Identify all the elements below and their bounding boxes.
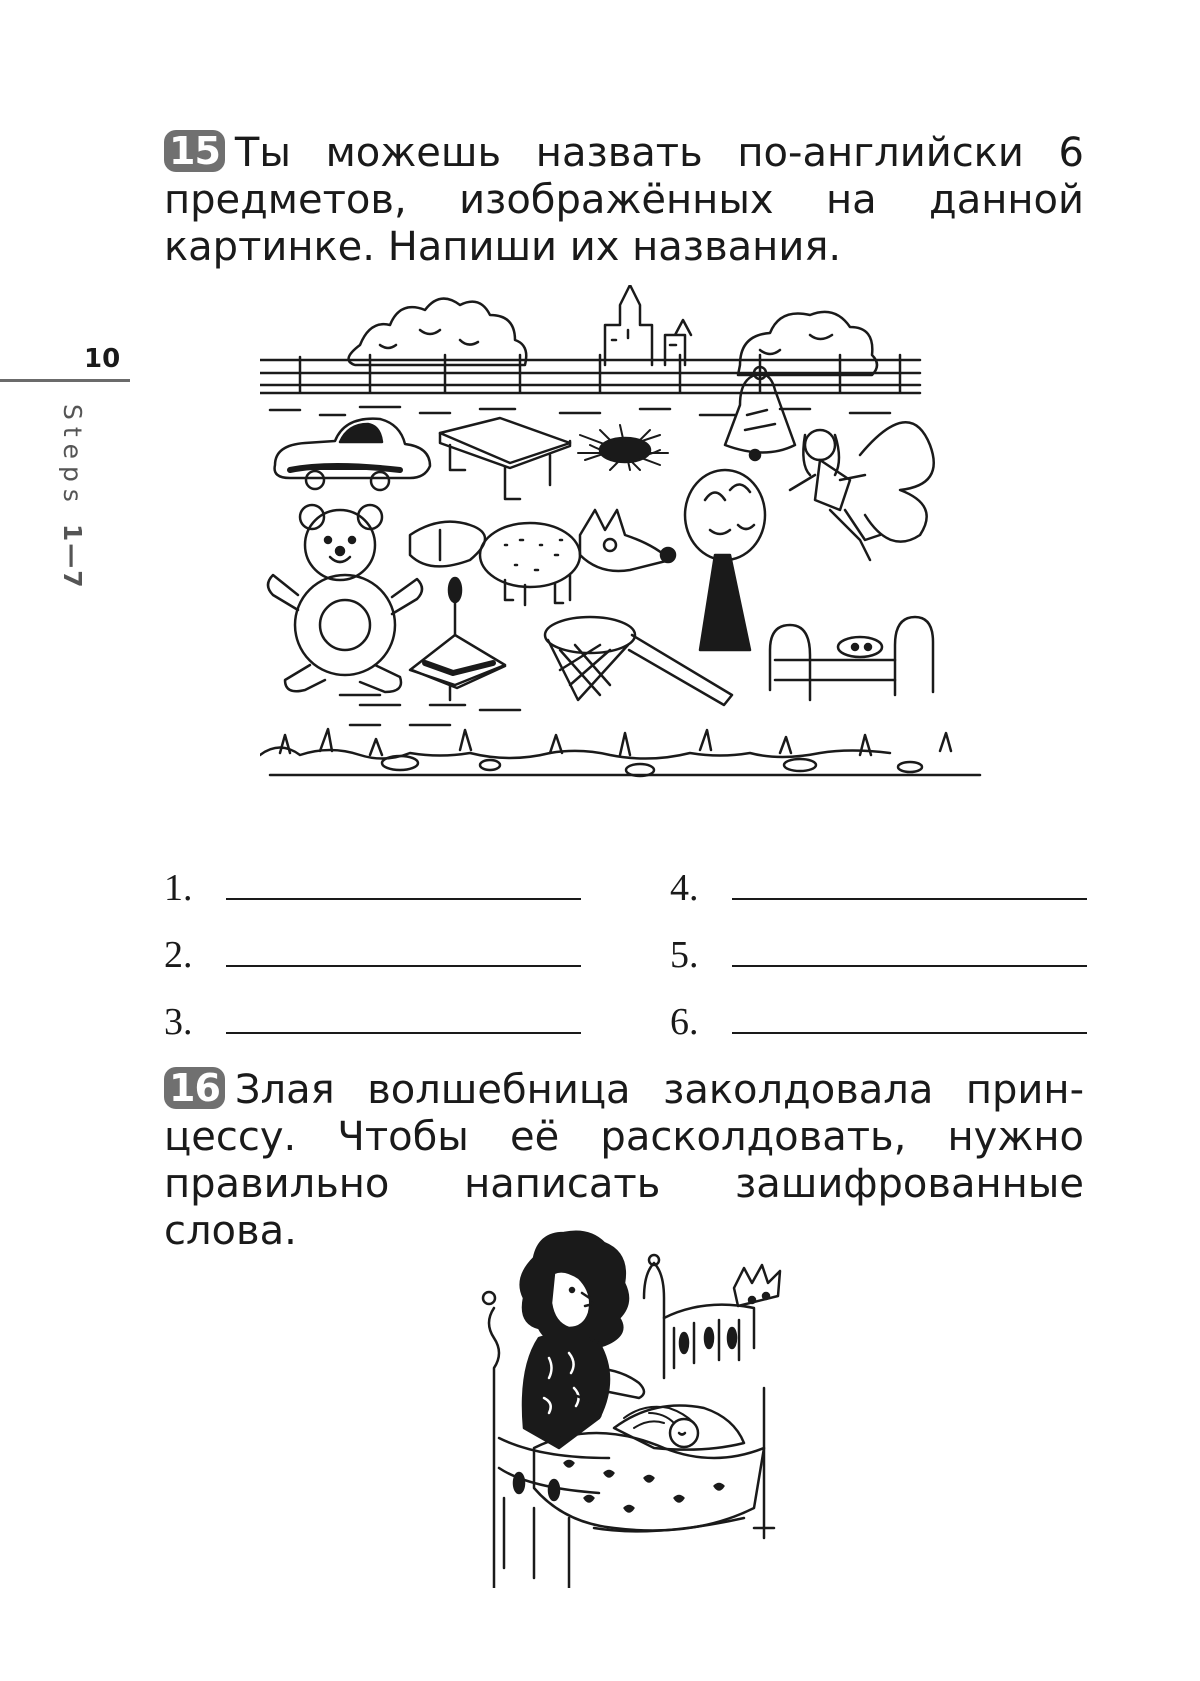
answer-number: 6.	[670, 1001, 699, 1043]
section-word: Steps	[58, 404, 87, 509]
exercise-16	[164, 1067, 1084, 1255]
answer-line-item[interactable]	[164, 994, 581, 1044]
section-label	[58, 404, 87, 590]
answer-blank[interactable]	[226, 1032, 581, 1034]
answer-blank[interactable]	[226, 898, 581, 900]
exercise-number-badge: 15	[164, 130, 225, 172]
answer-blank[interactable]	[732, 898, 1087, 900]
exercise-15	[164, 130, 1084, 271]
section-range: 1—7	[58, 523, 87, 590]
answer-number: 2.	[164, 934, 193, 976]
answer-line-item[interactable]	[670, 994, 1087, 1044]
answer-blank[interactable]	[732, 965, 1087, 967]
answer-line-item[interactable]	[670, 860, 1087, 910]
answer-blank[interactable]	[732, 1032, 1087, 1034]
exercise-instruction: Ты можешь назвать по-английски 6 предметов, изображённых на данной картинке. Напиши их названия.	[164, 130, 1084, 270]
answer-line-item[interactable]	[164, 860, 581, 910]
answer-number: 4.	[670, 867, 699, 909]
witch-and-princess-picture	[474, 1228, 814, 1588]
objects-picture	[260, 285, 990, 835]
answer-blank[interactable]	[226, 965, 581, 967]
answer-number: 5.	[670, 934, 699, 976]
margin-rule	[0, 379, 130, 382]
answer-line-item[interactable]	[164, 927, 581, 977]
page-number: 10	[84, 344, 121, 374]
answer-number: 1.	[164, 867, 193, 909]
answer-number: 3.	[164, 1001, 193, 1043]
exercise-number-badge: 16	[164, 1067, 225, 1109]
exercise-instruction: Злая волшебница заколдовала принцессу. Чтобы её расколдовать, нужно правильно написать зашифрованные слова.	[164, 1067, 1084, 1254]
answer-line-item[interactable]	[670, 927, 1087, 977]
